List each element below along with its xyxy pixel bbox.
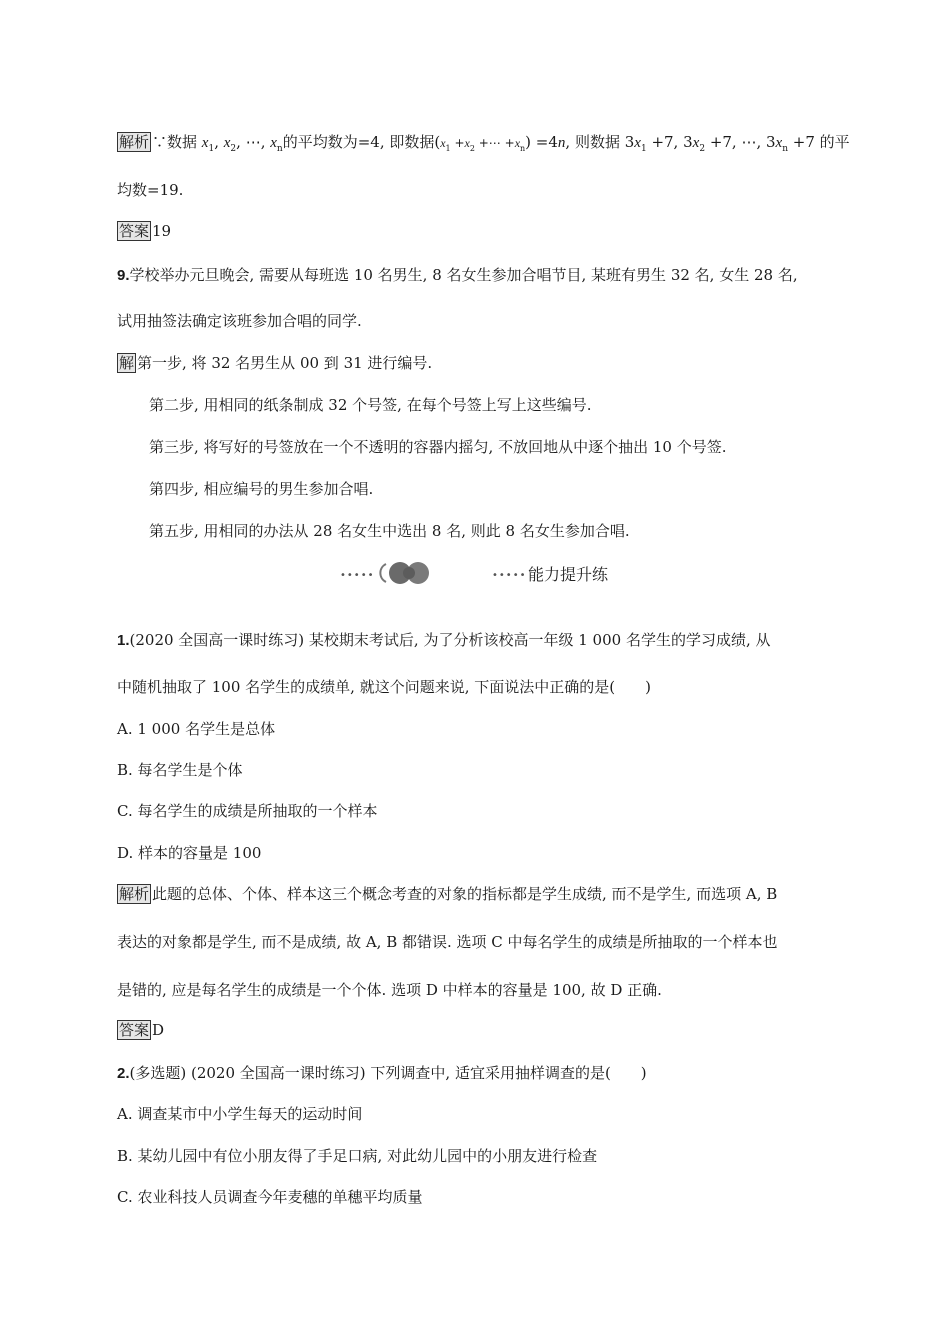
option-d: D. 样本的容量是 100 bbox=[117, 844, 262, 862]
answer-tag: 答案 bbox=[119, 1021, 150, 1039]
answer: 答案 D bbox=[119, 1021, 165, 1039]
question-9-line-2: 试用抽签法确定该班参加合唱的同学. bbox=[117, 312, 362, 330]
solution-step-2: 第二步, 用相同的纸条制成 32 个号签, 在每个号签上写上这些编号. bbox=[149, 396, 592, 414]
question-number: 2. bbox=[117, 1065, 130, 1082]
question-2-line-1: 2.(多选题) (2020 全国高一课时练习) 下列调查中, 适宜采用抽样调查的是( ) bbox=[117, 1064, 647, 1082]
analysis-line-1: 解析 此题的总体、个体、样本这三个概念考查的对象的指标都是学生成绩, 而不是学生, 而选项 A, B bbox=[119, 885, 778, 903]
prev-analysis-line-2: 均数=19. bbox=[117, 181, 184, 199]
analysis-line-3: 是错的, 应是每名学生的成绩是一个个体. 选项 D 中样本的容量是 100, 故 D 正确. bbox=[117, 981, 662, 999]
question-9-line-1: 9.学校举办元旦晚会, 需要从每班选 10 名男生, 8 名女生参加合唱节目, 某班有男生 32 名, 女生 28 名, bbox=[117, 266, 798, 284]
solution-step-3: 第三步, 将写好的号签放在一个不透明的容器内摇匀, 不放回地从中逐个抽出 10 个号签. bbox=[149, 438, 727, 456]
banner-circles-icon bbox=[378, 558, 436, 588]
option-c: C. 农业科技人员调查今年麦穗的单穗平均质量 bbox=[117, 1188, 423, 1206]
option-a: A. 调查某市中小学生每天的运动时间 bbox=[117, 1105, 363, 1123]
solution-tag: 解 bbox=[119, 354, 135, 372]
question-number: 9. bbox=[117, 267, 130, 284]
option-c: C. 每名学生的成绩是所抽取的一个样本 bbox=[117, 802, 378, 820]
option-a: A. 1 000 名学生是总体 bbox=[117, 720, 276, 738]
section-banner bbox=[340, 558, 640, 588]
banner-dots-right: ••••• bbox=[492, 570, 527, 581]
analysis-tag: 解析 bbox=[119, 133, 150, 151]
solution-step-4: 第四步, 相应编号的男生参加合唱. bbox=[149, 480, 374, 498]
question-number: 1. bbox=[117, 632, 130, 649]
question-1-line-1: 1.(2020 全国高一课时练习) 某校期末考试后, 为了分析该校高一年级 1 000 名学生的学习成绩, 从 bbox=[117, 631, 771, 649]
solution-step-1: 解 第一步, 将 32 名男生从 00 到 31 进行编号. bbox=[119, 354, 433, 372]
prev-answer: 答案 19 bbox=[119, 222, 172, 240]
question-1-line-2: 中随机抽取了 100 名学生的成绩单, 就这个问题来说, 下面说法中正确的是( ) bbox=[117, 678, 651, 696]
option-b: B. 某幼儿园中有位小朋友得了手足口病, 对此幼儿园中的小朋友进行检查 bbox=[117, 1147, 598, 1165]
prev-analysis-line-1: 解析 ∵数据 $x_1$, $x_2$, ⋯, $x_n$的平均数为=4, 即数据($x_1 +x_2$ +⋯ $+x_n) =4n$, 则数据 $3x_1 +7$, $3x_2 +7$, ⋯, $3x_n +7$ 的平 bbox=[119, 133, 850, 154]
banner-dots-left: ••••• bbox=[340, 570, 375, 581]
analysis-line-2: 表达的对象都是学生, 而不是成绩, 故 A, B 都错误. 选项 C 中每名学生的成绩是所抽取的一个样本也 bbox=[117, 933, 778, 951]
solution-step-5: 第五步, 用相同的办法从 28 名女生中选出 8 名, 则此 8 名女生参加合唱. bbox=[149, 522, 630, 540]
option-b: B. 每名学生是个体 bbox=[117, 761, 243, 779]
answer-tag: 答案 bbox=[119, 222, 150, 240]
analysis-tag: 解析 bbox=[119, 885, 150, 903]
section-title: 能力提升练 bbox=[528, 565, 609, 584]
